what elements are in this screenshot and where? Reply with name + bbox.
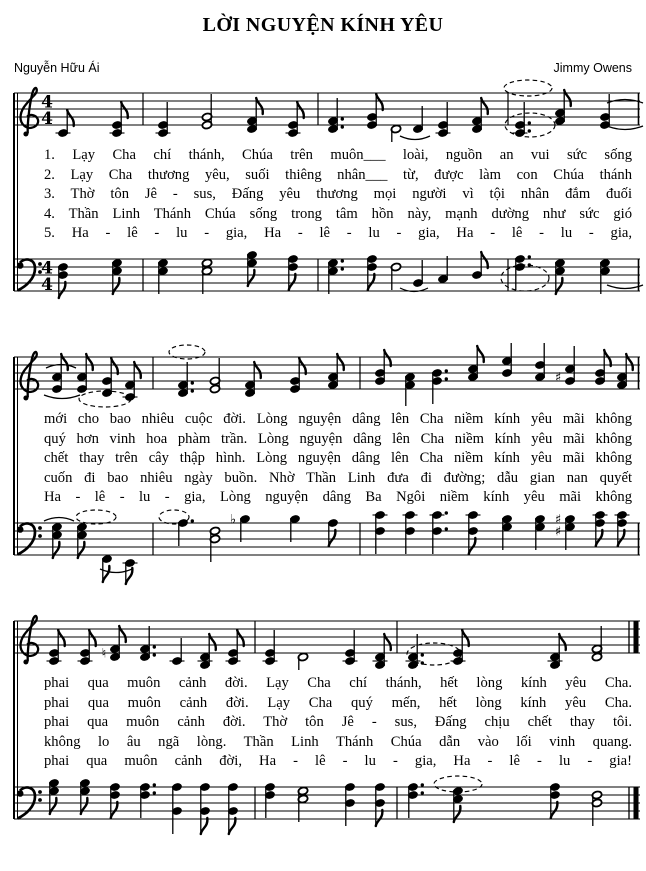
eighth-flag xyxy=(454,806,461,822)
augmentation-dot xyxy=(153,645,156,648)
eighth-flag xyxy=(209,634,216,650)
augmentation-dot xyxy=(528,255,531,258)
eighth-flag xyxy=(556,278,563,294)
eighth-flag xyxy=(564,90,571,106)
system-bracket xyxy=(13,93,18,291)
eighth-flag xyxy=(113,278,120,294)
augmentation-dot xyxy=(191,519,194,522)
eighth-flag xyxy=(256,98,263,114)
song-title: LỜI NGUYỆN KÍNH YÊU xyxy=(202,14,444,36)
eighth-flag xyxy=(248,270,255,286)
credits-row xyxy=(14,61,632,75)
lyric-line: 2. Lạy Cha thương yêu, suối thiêng nhân___ từ, được làm con Chúa thánh xyxy=(44,166,632,183)
bass-staff-3 xyxy=(0,773,646,851)
accidental: ♯ xyxy=(554,524,562,540)
accidental: ♭ xyxy=(229,512,237,528)
composer-name: Jimmy Owens xyxy=(553,61,632,75)
system-bracket xyxy=(13,621,18,819)
score xyxy=(0,79,646,851)
eighth-flag xyxy=(376,810,383,826)
eighth-flag xyxy=(376,94,383,110)
eighth-flag xyxy=(481,98,488,114)
augmentation-dot xyxy=(341,259,344,262)
tie-slur xyxy=(100,569,132,573)
augmentation-dot xyxy=(153,653,156,656)
bass-clef-icon xyxy=(17,526,24,533)
lyric-line: chết thay trên cây thập hình. Lòng nguyện dâng lên Cha niềm kính yêu mãi không xyxy=(44,450,632,467)
augmentation-dot xyxy=(445,511,448,514)
lyric-line: phai qua muôn cảnh đời. Thờ tôn Jê - sus, Đấng chịu chết thay tôi. xyxy=(44,714,632,731)
eighth-flag xyxy=(86,354,93,370)
eighth-flag xyxy=(384,350,391,366)
eighth-flag xyxy=(384,634,391,650)
augmentation-dot xyxy=(191,389,194,392)
augmentation-dot xyxy=(341,125,344,128)
time-signature: 4 xyxy=(41,258,53,279)
eighth-flag xyxy=(254,362,261,378)
augmentation-dot xyxy=(445,377,448,380)
bass-clef-icon xyxy=(17,262,24,269)
dashed-circle-annotation xyxy=(76,510,116,524)
eighth-flag xyxy=(53,542,60,558)
eighth-flag xyxy=(89,630,96,646)
augmentation-dot xyxy=(421,791,424,794)
eighth-flag xyxy=(551,802,558,818)
eighth-flag xyxy=(58,630,65,646)
system-2 xyxy=(0,343,646,587)
bass-staff-1 xyxy=(0,245,646,323)
eighth-flag xyxy=(61,354,68,370)
sheet-music-page xyxy=(0,14,646,851)
eighth-flag xyxy=(67,110,74,126)
augmentation-dot xyxy=(528,129,531,132)
lyric-line: phai qua muôn cảnh đời. Lạy Cha quý mến, hết lòng kính yêu Cha. xyxy=(44,694,632,711)
eighth-flag xyxy=(121,102,128,118)
eighth-flag xyxy=(237,630,244,646)
lyric-line: 3. Thờ tôn Jê - sus, Đấng yêu thương mọi người vì tội nhân đắm đuối xyxy=(44,186,632,203)
time-signature: 4 xyxy=(41,92,53,113)
system-3 xyxy=(0,607,646,851)
eighth-flag xyxy=(78,542,85,558)
accidental: ♯ xyxy=(554,370,562,386)
augmentation-dot xyxy=(341,267,344,270)
augmentation-dot xyxy=(445,527,448,530)
eighth-flag xyxy=(134,362,141,378)
eighth-flag xyxy=(111,802,118,818)
treble-staff-1 xyxy=(0,79,646,145)
eighth-flag xyxy=(329,530,336,546)
bass-clef-icon xyxy=(17,790,24,797)
eighth-flag xyxy=(59,282,66,298)
treble-staff-2 xyxy=(0,343,646,409)
eighth-flag xyxy=(289,274,296,290)
lyric-line: Ha - lê - lu - gia, Lòng nguyện dâng Ba Ngôi niềm kính yêu mãi không xyxy=(44,489,632,506)
eighth-flag xyxy=(229,818,236,834)
augmentation-dot xyxy=(421,783,424,786)
lyric-line: quý hơn vinh hoa phàm trần. Lòng nguyện dâng lên Cha niềm kính yêu mãi không xyxy=(44,430,632,447)
eighth-flag xyxy=(469,538,476,554)
accidental: ♯ xyxy=(554,512,562,528)
eighth-flag xyxy=(626,354,633,370)
augmentation-dot xyxy=(445,369,448,372)
tie-slur xyxy=(44,395,80,399)
system-bracket xyxy=(13,357,18,555)
system-1 xyxy=(0,79,646,323)
eighth-flag xyxy=(604,350,611,366)
svg-text:4: 4 xyxy=(41,109,53,129)
lyric-line: mới cho bao nhiêu cuộc đời. Lòng nguyện dâng lên Cha niềm kính yêu mãi không xyxy=(44,410,632,427)
dashed-circle-annotation xyxy=(504,80,552,96)
tie-slur xyxy=(44,517,74,521)
augmentation-dot xyxy=(341,117,344,120)
eighth-flag xyxy=(119,626,126,642)
augmentation-dot xyxy=(153,791,156,794)
lyric-line: phai qua muôn cảnh đời, Ha - lê - lu - gia, Ha - lê - lu - gia! xyxy=(44,753,632,770)
augmentation-dot xyxy=(528,121,531,124)
lyric-line: 1. Lạy Cha chí thánh, Chúa trên muôn___ loài, nguồn an vui sức sống xyxy=(44,147,632,163)
eighth-flag xyxy=(81,798,88,814)
lyrics-block xyxy=(0,673,646,773)
eighth-flag xyxy=(299,358,306,374)
eighth-flag xyxy=(297,102,304,118)
eighth-flag xyxy=(50,798,57,814)
eighth-flag xyxy=(618,530,625,546)
lyric-line: phai qua muôn cảnh đời. Lạy Cha chí thánh, hết lòng kính yêu Cha. xyxy=(44,674,632,691)
tie-slur xyxy=(607,285,643,289)
augmentation-dot xyxy=(421,653,424,656)
eighth-flag xyxy=(481,252,488,268)
augmentation-dot xyxy=(153,783,156,786)
eighth-flag xyxy=(368,274,375,290)
lyrics-block xyxy=(0,409,646,509)
lyricist-name: Nguyễn Hữu Ái xyxy=(14,61,100,75)
lyrics-block xyxy=(0,145,646,245)
eighth-flag xyxy=(201,818,208,834)
eighth-flag xyxy=(596,530,603,546)
lyric-line: 4. Thần Linh Thánh Chúa sống trong tâm hồn này, mạnh dường như sức gió xyxy=(44,205,632,222)
eighth-flag xyxy=(337,354,344,370)
tie-slur xyxy=(400,136,430,140)
eighth-flag xyxy=(111,358,118,374)
eighth-flag xyxy=(559,634,566,650)
lyric-line: không lo âu ngã lòng. Thần Linh Thánh Chúa dẫn vào lối vinh quang. xyxy=(44,733,632,750)
lyric-line: cuốn đi bao nhiêu ngày buồn. Nhờ Thần Linh đưa đi đường; dẫu gian nan quyết xyxy=(44,469,632,486)
lyric-line: 5. Ha - lê - lu - gia, Ha - lê - lu - gia, Ha - lê - lu - gia, xyxy=(44,225,632,242)
eighth-flag xyxy=(477,346,484,362)
accidental: ♮ xyxy=(101,646,107,662)
augmentation-dot xyxy=(191,381,194,384)
treble-staff-3 xyxy=(0,607,646,673)
eighth-flag xyxy=(462,630,469,646)
bass-staff-2 xyxy=(0,509,646,587)
eighth-flag xyxy=(103,566,110,582)
tie-slur xyxy=(607,126,643,130)
svg-text:4: 4 xyxy=(41,274,53,295)
